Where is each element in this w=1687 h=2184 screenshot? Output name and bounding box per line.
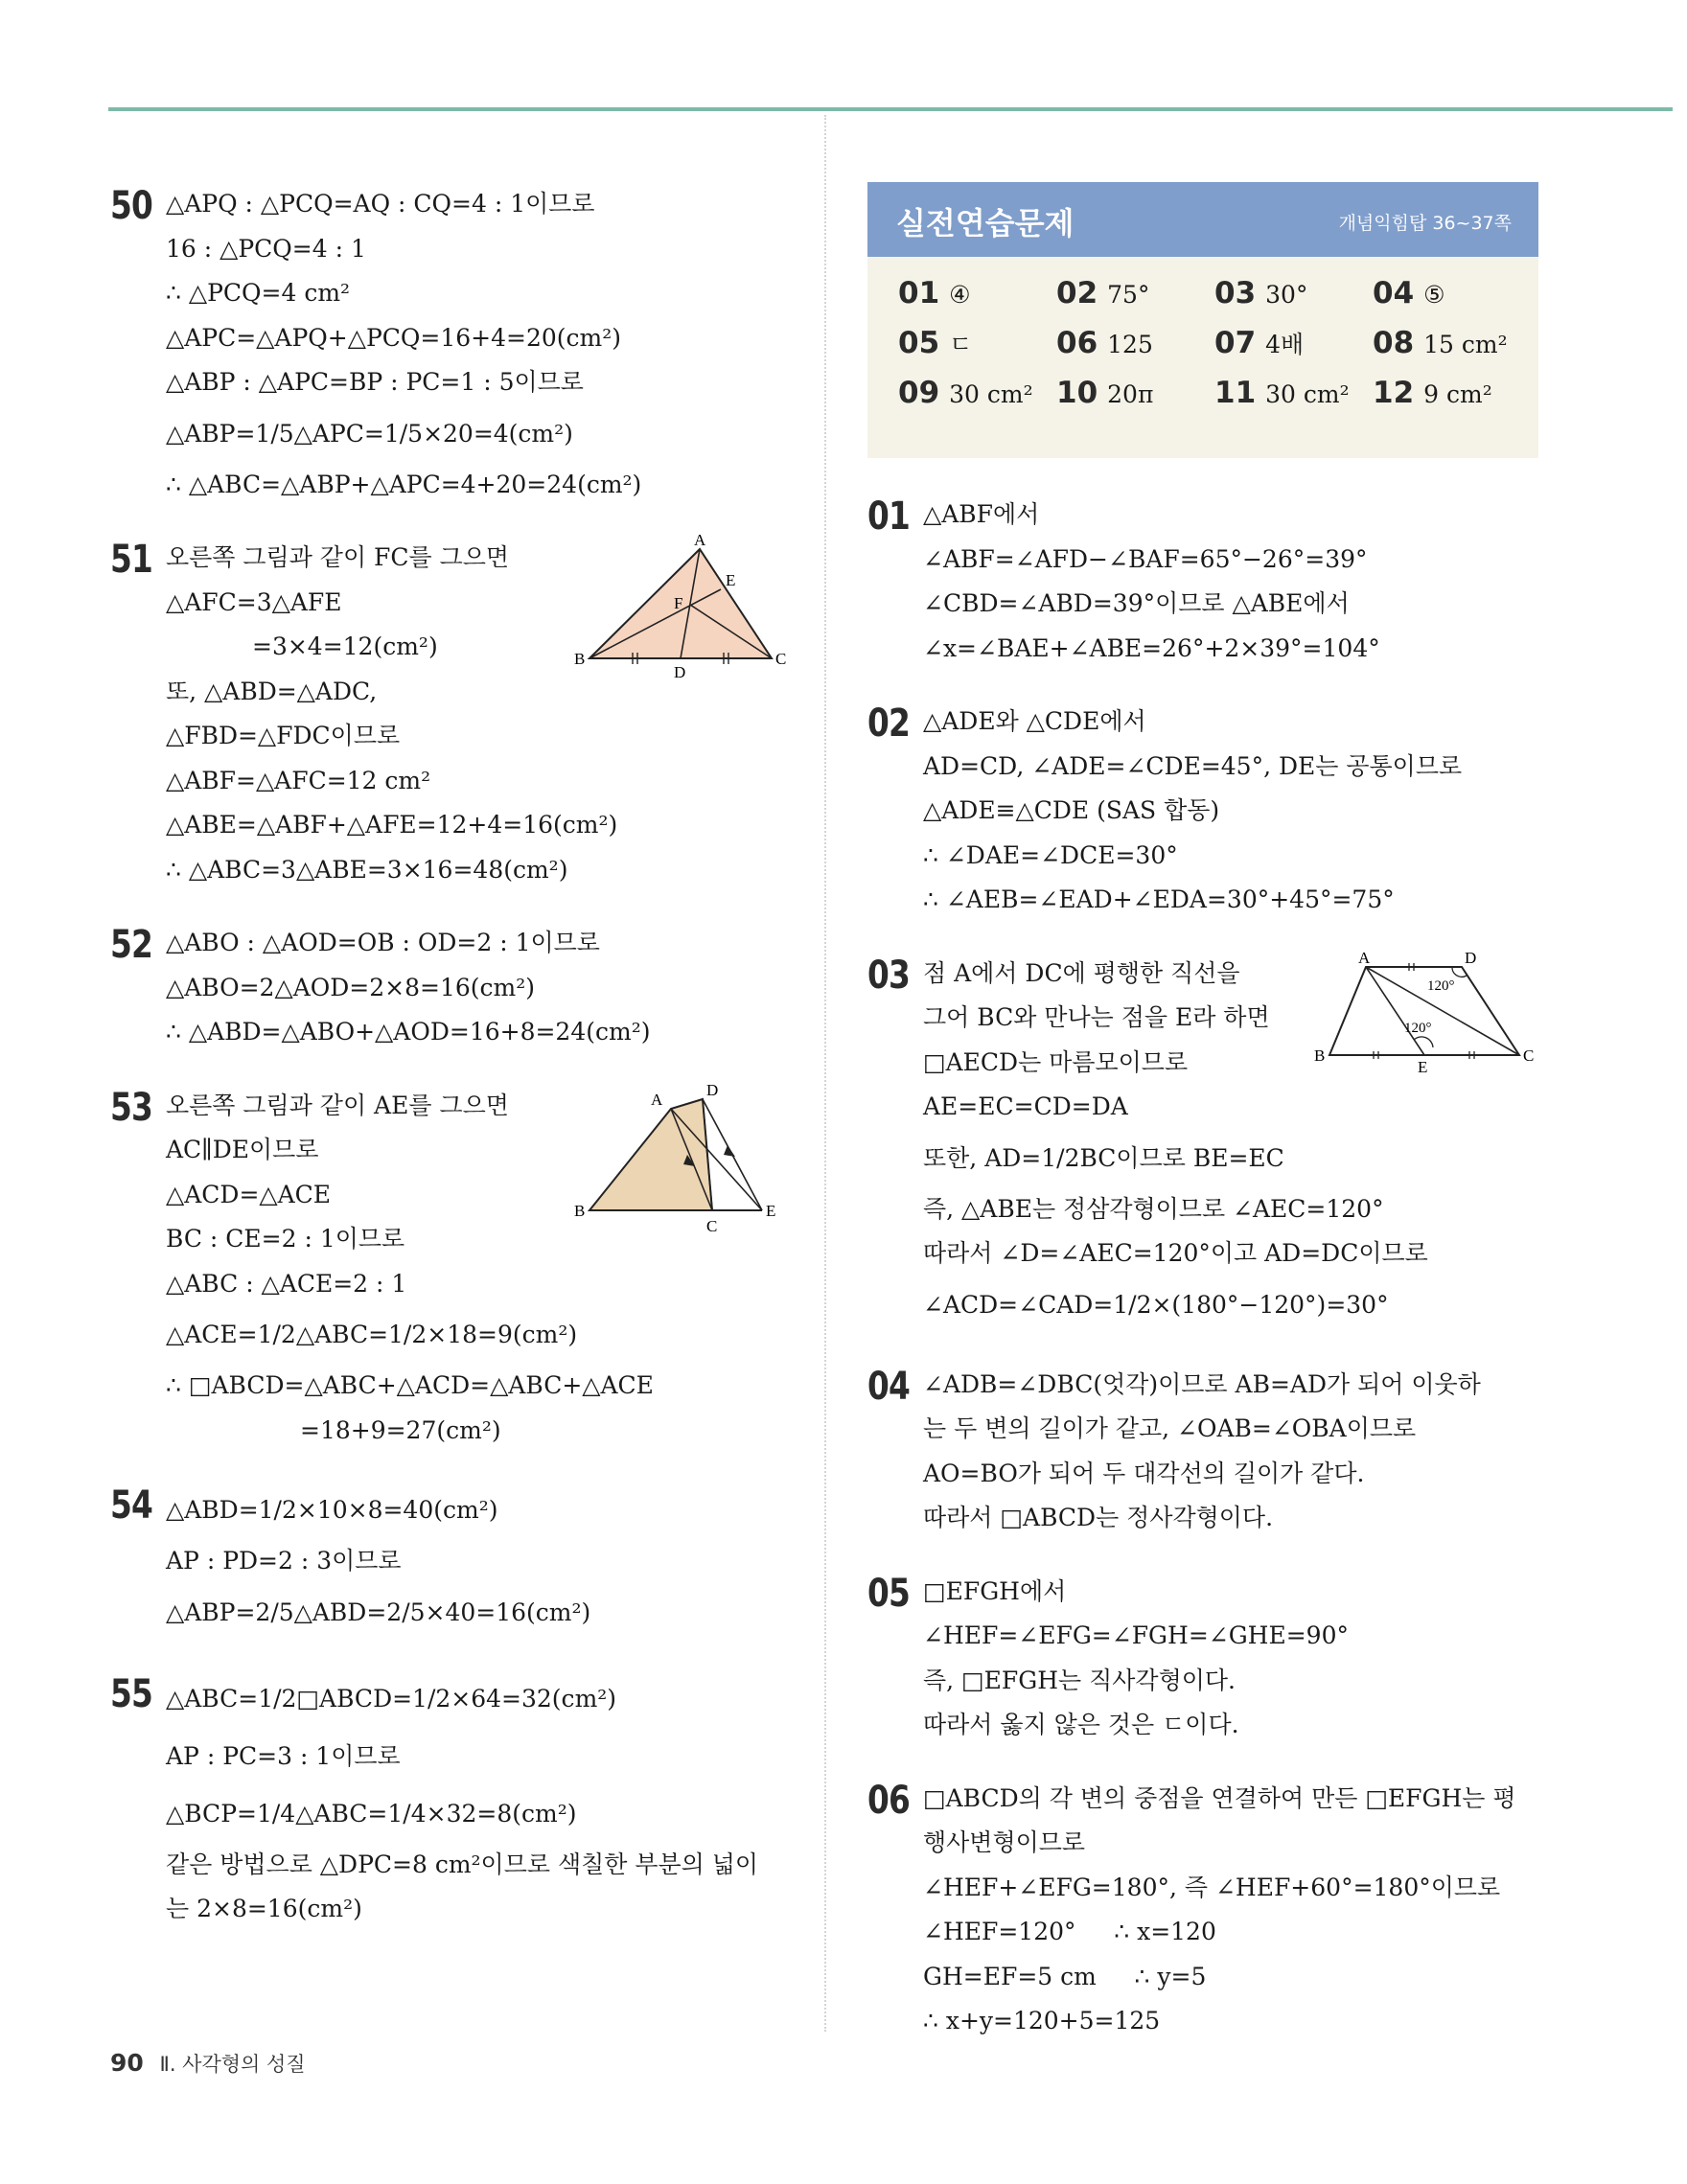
solution-line: GH=EF=5 cm ∴ y=5 [923, 1962, 1207, 1990]
solution-line: 따라서 옳지 않은 것은 ㄷ이다. [923, 1711, 1239, 1738]
solution-line: 오른쪽 그림과 같이 FC를 그으면 [166, 543, 510, 571]
answer-key-title: 실전연습문제 [896, 205, 1075, 241]
solution-line: ∴ △PCQ=4 cm² [166, 279, 351, 307]
problem-53 [110, 1080, 796, 1454]
problem-55 [110, 1670, 796, 1932]
solution-line: △ABP=2/5△ABD=2/5×40=16(cm²) [166, 1598, 591, 1626]
solution-line: ∴ △ABC=△ABP+△APC=4+20=24(cm²) [166, 470, 642, 498]
angle-label: 120° [1404, 1020, 1432, 1036]
problem-number: 06 [867, 1778, 911, 1823]
solution-line: △ABP=1/5△APC=1/5×20=4(cm²) [166, 419, 573, 448]
right-column [867, 182, 1538, 2044]
answer-item: 04 ⑤ [1373, 276, 1445, 310]
solution-line: 즉, □EFGH는 직사각형이다. [923, 1666, 1236, 1694]
problem-04 [867, 1363, 1538, 1541]
solution-line: □AECD는 마름모이므로 [923, 1047, 1189, 1076]
problem-50 [110, 182, 796, 507]
page-number: 90 [110, 2049, 144, 2077]
column-divider [824, 115, 826, 2032]
angle-label: 120° [1427, 977, 1455, 994]
solution-line: ∴ x+y=120+5=125 [923, 2007, 1161, 2035]
problem-number: 03 [867, 953, 911, 998]
solution-line: △AFC=3△AFE [166, 587, 342, 616]
problem-number: 53 [110, 1085, 153, 1130]
solution-line: ∠HEF=∠EFG=∠FGH=∠GHE=90° [923, 1621, 1349, 1649]
solution-line: □EFGH에서 [923, 1576, 1067, 1605]
vertex-label: E [766, 1201, 776, 1220]
quadrilateral-figure-53 [574, 1080, 791, 1249]
solution-line: 는 2×8=16(cm²) [166, 1895, 362, 1922]
problem-52 [110, 921, 796, 1055]
solution-line: △BCP=1/4△ABC=1/4×32=8(cm²) [166, 1799, 577, 1828]
solution-line: ∴ □ABCD=△ABC+△ACD=△ABC+△ACE [166, 1371, 654, 1399]
solution-line: △APC=△APQ+△PCQ=16+4=20(cm²) [166, 323, 621, 352]
vertex-label: D [706, 1080, 719, 1099]
solution-line: 그어 BC와 만나는 점을 E라 하면 [923, 1003, 1270, 1031]
solution-line: BC : CE=2 : 1이므로 [166, 1225, 405, 1253]
solution-line: 점 A에서 DC에 평행한 직선을 [923, 958, 1240, 987]
solution-line: 따라서 ∠D=∠AEC=120°이고 AD=DC이므로 [923, 1239, 1428, 1267]
answer-item: 03 30° [1214, 276, 1308, 310]
solution-line: AC∥DE이므로 [166, 1136, 319, 1163]
solution-line: 따라서 □ABCD는 정사각형이다. [923, 1504, 1274, 1531]
solution-line: ∴ ∠AEB=∠EAD+∠EDA=30°+45°=75° [923, 885, 1395, 913]
solution-line: 같은 방법으로 △DPC=8 cm²이므로 색칠한 부분의 넓이 [166, 1850, 759, 1878]
solution-line: △ACD=△ACE [166, 1180, 332, 1208]
solution-line: 또, △ABD=△ADC, [166, 677, 378, 705]
vertex-label: C [1523, 1046, 1535, 1065]
vertex-label: A [694, 531, 706, 549]
solution-line: 는 두 변의 길이가 같고, ∠OAB=∠OBA이므로 [923, 1414, 1417, 1442]
solution-line: □ABCD의 각 변의 중점을 연결하여 만든 □EFGH는 평 [923, 1783, 1516, 1812]
solution-line: 또한, AD=1/2BC이므로 BE=EC [923, 1143, 1284, 1172]
solution-line: ∴ △ABD=△ABO+△AOD=16+8=24(cm²) [166, 1018, 651, 1046]
vertex-label: E [1418, 1057, 1428, 1076]
solution-line: AP : PC=3 : 1이므로 [166, 1741, 401, 1770]
solution-line: △ABE=△ABF+△AFE=12+4=16(cm²) [166, 811, 618, 839]
problem-number: 04 [867, 1364, 911, 1409]
answer-key-box [867, 182, 1538, 458]
solution-line: △FBD=△FDC이므로 [166, 722, 401, 749]
problem-02 [867, 700, 1538, 923]
top-rule [108, 107, 1673, 111]
chapter-title: Ⅱ. 사각형의 성질 [159, 2053, 306, 2076]
answer-item: 11 30 cm² [1214, 376, 1350, 410]
problem-number: 55 [110, 1671, 153, 1716]
problem-06 [867, 1777, 1538, 2044]
solution-line: 16 : △PCQ=4 : 1 [166, 234, 366, 263]
solution-line: ∠ACD=∠CAD=1/2×(180°−120°)=30° [923, 1290, 1389, 1319]
vertex-label: B [1314, 1046, 1326, 1065]
answer-key-reference: 개념익힘탑 36~37쪽 [1338, 213, 1512, 234]
answer-key-header [867, 182, 1538, 257]
vertex-label: B [574, 650, 586, 668]
answer-item: 06 125 [1056, 326, 1153, 360]
problem-number: 54 [110, 1483, 153, 1528]
triangle-figure-51 [574, 531, 791, 681]
problem-05 [867, 1570, 1538, 1748]
vertex-label: C [775, 650, 787, 668]
solution-line: AD=CD, ∠ADE=∠CDE=45°, DE는 공통이므로 [923, 751, 1463, 780]
problem-03 [867, 948, 1538, 1334]
vertex-label: F [674, 594, 683, 612]
answer-item: 01 ④ [898, 276, 971, 310]
page-footer [110, 2049, 306, 2078]
solution-line: ∠HEF+∠EFG=180°, 즉 ∠HEF+60°=180°이므로 [923, 1873, 1501, 1901]
problem-number: 51 [110, 538, 153, 582]
answer-item: 12 9 cm² [1373, 376, 1492, 410]
solution-line: AP : PD=2 : 3이므로 [166, 1547, 402, 1575]
answer-item: 10 20π [1056, 376, 1154, 410]
solution-line: △ADE와 △CDE에서 [923, 707, 1146, 735]
solution-line: AO=BO가 되어 두 대각선의 길이가 같다. [923, 1459, 1365, 1487]
left-column [110, 182, 796, 1932]
solution-line: ∠ABF=∠AFD−∠BAF=65°−26°=39° [923, 544, 1368, 573]
solution-line: △ABO=2△AOD=2×8=16(cm²) [166, 973, 535, 1001]
solution-line: ∠x=∠BAE+∠ABE=26°+2×39°=104° [923, 633, 1380, 662]
problem-51 [110, 531, 796, 892]
solution-line: △APQ : △PCQ=AQ : CQ=4 : 1이므로 [166, 190, 595, 218]
solution-line: △ABD=1/2×10×8=40(cm²) [166, 1496, 498, 1524]
solution-line: =3×4=12(cm²) [252, 632, 438, 660]
problem-54 [110, 1482, 796, 1642]
solution-line: △ABF에서 [923, 500, 1040, 528]
problem-number: 02 [867, 701, 911, 746]
vertex-label: C [706, 1216, 718, 1235]
solution-line: ∠CBD=∠ABD=39°이므로 △ABE에서 [923, 589, 1350, 617]
problem-number: 52 [110, 923, 153, 967]
solution-line: △ABF=△AFC=12 cm² [166, 766, 431, 794]
solution-line: 즉, △ABE는 정삼각형이므로 ∠AEC=120° [923, 1194, 1384, 1223]
solution-line: ∠ADB=∠DBC(엇각)이므로 AB=AD가 되어 이웃하 [923, 1369, 1481, 1398]
solution-line: 오른쪽 그림과 같이 AE를 그으면 [166, 1091, 509, 1119]
vertex-label: B [574, 1201, 586, 1220]
solution-line: AE=EC=CD=DA [923, 1092, 1128, 1120]
solution-line: △ABC : △ACE=2 : 1 [166, 1269, 407, 1298]
vertex-label: D [1465, 948, 1477, 967]
answer-item: 07 4배 [1214, 326, 1305, 360]
solution-line: ∴ ∠DAE=∠DCE=30° [923, 840, 1178, 869]
vertex-label: A [651, 1090, 663, 1109]
answer-item: 09 30 cm² [898, 376, 1033, 410]
solution-line: ∴ △ABC=3△ABE=3×16=48(cm²) [166, 855, 568, 884]
problem-number: 05 [867, 1571, 911, 1616]
trapezoid-figure-03 [1308, 948, 1538, 1076]
solution-line: 행사변형이므로 [923, 1828, 1086, 1856]
solution-line: =18+9=27(cm²) [300, 1415, 501, 1444]
problem-number: 01 [867, 494, 911, 539]
problem-01 [867, 493, 1538, 671]
vertex-label: E [726, 571, 736, 589]
answer-item: 08 15 cm² [1373, 326, 1508, 360]
answer-item: 05 ㄷ [898, 326, 973, 360]
problem-number: 50 [110, 184, 153, 228]
vertex-label: A [1358, 948, 1371, 967]
vertex-label: D [674, 663, 686, 681]
answer-item: 02 75° [1056, 276, 1150, 310]
solution-line: △ABC=1/2□ABCD=1/2×64=32(cm²) [166, 1684, 617, 1713]
solution-line: △ABO : △AOD=OB : OD=2 : 1이므로 [166, 929, 600, 956]
solution-line: △ABP : △APC=BP : PC=1 : 5이므로 [166, 368, 584, 396]
solution-line: △ACE=1/2△ABC=1/2×18=9(cm²) [166, 1321, 578, 1348]
solution-line: ∠HEF=120° ∴ x=120 [923, 1918, 1216, 1945]
solution-line: △ADE≡△CDE (SAS 합동) [923, 796, 1220, 824]
